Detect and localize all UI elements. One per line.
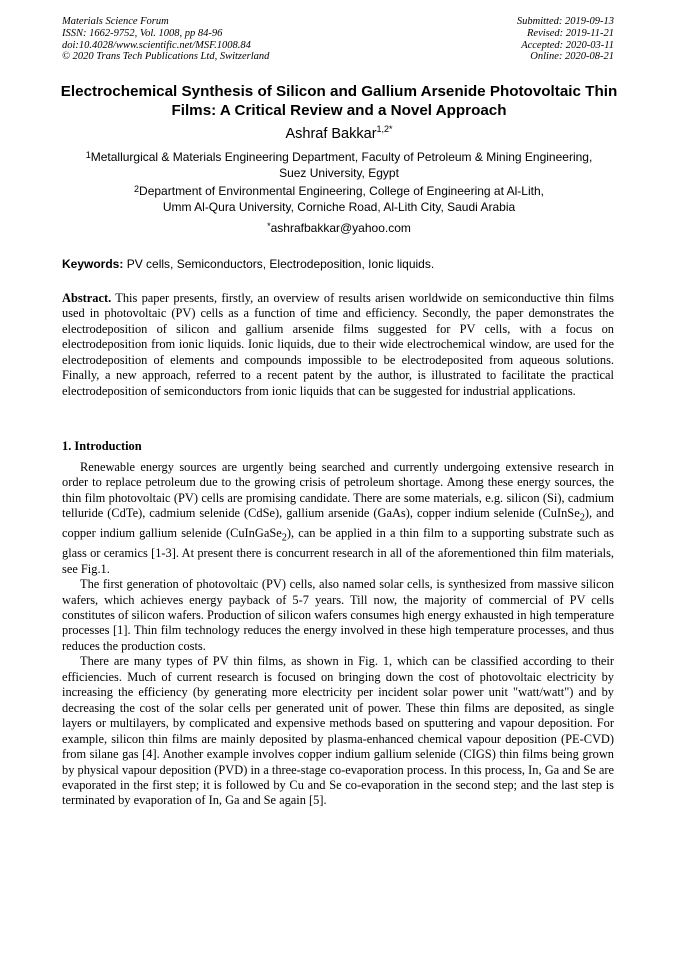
affiliation-1-line2: Suez University, Egypt <box>279 166 399 180</box>
doi-line: doi:10.4028/www.scientific.net/MSF.1008.84 <box>62 39 251 51</box>
accepted-date: Accepted: 2020-03-11 <box>521 39 614 51</box>
issn-line: ISSN: 1662-9752, Vol. 1008, pp 84-96 <box>62 27 223 39</box>
affiliation-2-mark: 2 <box>134 184 140 194</box>
section-body <box>62 460 614 809</box>
abstract-label: Abstract. <box>62 291 112 305</box>
copyright-line: © 2020 Trans Tech Publications Ltd, Switzerland <box>62 51 270 63</box>
keywords-label: Keywords: <box>62 257 124 271</box>
abstract <box>62 291 614 399</box>
author <box>40 126 638 142</box>
paragraph-1: Renewable energy sources are urgently being searched and currently undergoing extensive research in order to replace petroleum due to the growing crisis of petroleum shortage. Among these energy sources, the thin film photovoltaic (PV) cells are promising candidate. There are some materials, e.g. silicon (Si), cadmium telluride (CdTe), cadmium selenide (CdSe), gallium arsenide (GaAs), copper indium selenide (CuInSe$_2$), and copper indium gallium selenide (CuInGaSe$_2$), can be applied in a thin film to a supporting substrate such as glass or ceramics [1-3]. At present there is concurrent research in all of the aforementioned thin film materials, see Fig.1. <box>62 460 614 576</box>
author-marks: 1,2* <box>376 124 393 134</box>
email-address[interactable]: ashrafbakkar@yahoo.com <box>270 221 411 235</box>
keywords-text: PV cells, Semiconductors, Electrodeposition, Ionic liquids. <box>126 257 435 271</box>
online-date: Online: 2020-08-21 <box>530 51 614 63</box>
affiliation-1-mark: 1 <box>85 150 91 160</box>
affiliation-1-line1: Metallurgical & Materials Engineering Department, Faculty of Petroleum & Mining Engineering, <box>90 150 593 164</box>
paragraph-2: The first generation of photovoltaic (PV) cells, also named solar cells, is synthesized from massive silicon wafers, which achieves energy payback of 5-7 years. Till now, the majority of commercial of PV cells constitutes of silicon wafers. Production of silicon wafers consumes high energy exhausted in high temperature processes [1]. Thin film technology reduces the energy involved in these high temperature processes, and thus reduces the production costs. <box>62 577 614 653</box>
section-heading: 1. Introduction <box>62 439 142 453</box>
affiliation-2-line1: Department of Environmental Engineering, College of Engineering at Al-Lith, <box>139 184 544 198</box>
submitted-date: Submitted: 2019-09-13 <box>516 16 614 27</box>
affiliation-1 <box>40 149 638 181</box>
journal-name: Materials Science Forum <box>62 16 169 27</box>
corresponding-email <box>40 220 638 236</box>
affiliation-2-line2: Umm Al-Qura University, Corniche Road, Al-Lith City, Saudi Arabia <box>162 200 516 214</box>
author-name: Ashraf Bakkar <box>285 126 377 142</box>
email-mark: * <box>267 221 271 231</box>
abstract-text: This paper presents, firstly, an overview of results arisen worldwide on semiconductive thin films used in photovoltaic (PV) cells as a function of time and efficiency. Secondly, the paper demonstrates the electrodeposition of silicon and gallium arsenide films suggested for PV cells, with a focus on electrodeposition from ionic liquids. Ionic liquids, due to their wide electrochemical window, are used for the electrodeposition of elements and compounds impossible to be electrodeposited from aqueous solutions. Finally, a new approach, referred to a recent patent by the author, is illustrated to facilitate the practical electrodeposition of semiconductors from ionic liquids that can be suggested for industrial applications. <box>62 291 614 398</box>
journal-header <box>62 16 269 63</box>
revised-date: Revised: 2019-11-21 <box>527 27 614 39</box>
paragraph-3: There are many types of PV thin films, as shown in Fig. 1, which can be classified according to their efficiencies. Much of current research is focused on bringing down the cost of photovoltaic electricity by increasing the efficiency (by generating more electricity per incident solar power unit "watt/watt") and by decreasing the cost of the solar cells per generated unit of power. These thin films are deposited, as single layers or multilayers, by complicated and expensive methods based on sputtering and vapour deposition. For example, silicon thin films are mainly deposited by plasma-enhanced chemical vapour deposition (PE-CVD) from silane gas [4]. Another example involves copper indium gallium selenide (CIGS) thin films being grown by physical vapour deposition (PVD) in a three-stage co-evaporation process. In this process, In, Ga and Se are evaporated in the first step; it is followed by Cu and Se co-evaporation in the second step; and the last step is terminated by evaporation of In, Ga and Se again [5]. <box>62 654 614 808</box>
affiliation-2 <box>40 183 638 215</box>
keywords <box>62 257 616 271</box>
dates-header <box>517 16 614 63</box>
paper-title: Electrochemical Synthesis of Silicon and Gallium Arsenide Photovoltaic Thin Films: A Critical Review and a Novel Approach <box>60 83 618 119</box>
